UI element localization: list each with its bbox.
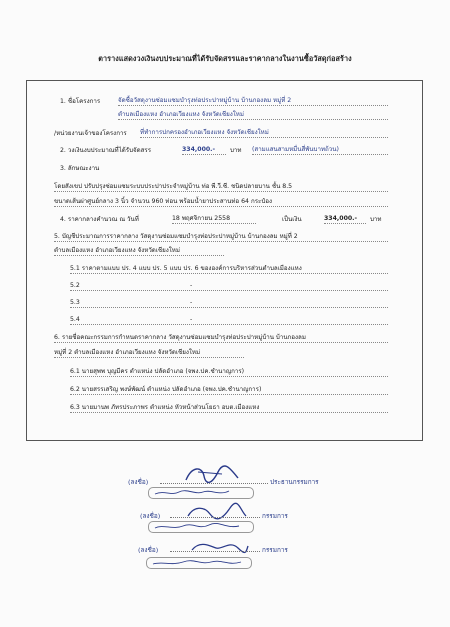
item5-2-dash: - <box>190 282 193 289</box>
agency-value: ที่ทำการปกครองอำเภอเวียงแหง จังหวัดเชียงใหม่ <box>140 129 388 138</box>
item5-4 <box>70 316 388 325</box>
signature-3-label: (ลงชื่อ) <box>138 546 159 554</box>
item2-unit: บาท <box>230 147 242 154</box>
signature-1-scrawl-icon <box>178 462 248 488</box>
signature-2-role: กรรมการ <box>262 512 288 520</box>
item5-3 <box>70 299 388 308</box>
item4-unit: บาท <box>370 216 382 223</box>
item5-3-label: 5.3 <box>70 299 80 306</box>
item5-1: 5.1 ราคาตามแบบ ปร. 4 แบบ ปร. 5 แบบ ปร. 6 ขององค์การบริหารส่วนตำบลเมืองแหง <box>70 265 388 274</box>
item5-3-dash: - <box>190 299 193 306</box>
item5-4-dash: - <box>190 316 193 323</box>
item6-2: 6.2 นายสรรเสริญ พงษ์พัฒน์ ตำแหน่ง ปลัดอำเภอ (จพง.ปค.ชำนาญการ) <box>70 386 388 395</box>
signature-3-role: กรรมการ <box>262 546 288 554</box>
signature-1-label: (ลงชื่อ) <box>128 478 149 486</box>
item5-line2: ตำบลเมืองแหง อำเภอเวียงแหง จังหวัดเชียงใหม่ <box>54 247 224 256</box>
signature-2-label: (ลงชื่อ) <box>140 512 161 520</box>
item2-amount: 334,000.- <box>182 146 226 155</box>
signature-2-printed-name <box>148 521 254 533</box>
item6-line1: 6. รายชื่อคณะกรรมการกำหนดราคากลาง วัสดุงานซ่อมแซมบำรุงท่อประปาหมู่บ้าน บ้านกองลม <box>54 334 388 343</box>
item6-3: 6.3 นายมานพ ภัทรประภาพร ตำแหน่ง หัวหน้าส่วนโยธา อบต.เมืองแหง <box>70 404 388 413</box>
item1-value2: ตำบลเมืองแหง อำเภอเวียงแหง จังหวัดเชียงใหม่ <box>118 111 388 120</box>
item4-date: 18 พฤศจิกายน 2558 <box>172 215 256 224</box>
signature-1-printed-name <box>148 487 254 499</box>
item5-2-label: 5.2 <box>70 282 80 289</box>
signature-3-scrawl-icon <box>186 536 252 558</box>
signature-1-role: ประธานกรรมการ <box>270 478 319 486</box>
item2-text: (สามแสนสามหมื่นสี่พันบาทถ้วน) <box>252 146 388 155</box>
item6-1: 6.1 นายสุพพ บุญมีคร ตำแหน่ง ปลัดอำเภอ (จพง.ปค.ชำนาญการ) <box>70 368 388 377</box>
signature-2-line <box>170 517 260 518</box>
page-title: ตารางแสดงวงเงินงบประมาณที่ได้รับจัดสรรและราคากลางในงานซื้อวัสดุก่อสร้าง <box>98 54 352 63</box>
item2-label: 2. วงเงินงบประมาณที่ได้รับจัดสรร <box>60 147 152 154</box>
item6-line2: หมู่ที่ 2 ตำบลเมืองแหง อำเภอเวียงแหง จังหวัดเชียงใหม่ <box>54 349 244 358</box>
item5-4-label: 5.4 <box>70 316 80 323</box>
item5-2 <box>70 282 388 291</box>
item4-label: 4. ราคากลางคำนวณ ณ วันที่ <box>60 216 139 223</box>
item5-line1: 5. บัญชีประมาณการราคากลาง วัสดุงานซ่อมแซมบำรุงท่อประปาหมู่บ้าน บ้านกองลม หมู่ที่ 2 <box>54 233 388 242</box>
item4-mid: เป็นเงิน <box>282 216 302 223</box>
item3-line2: ขนาดเส้นผ่าศูนย์กลาง 3 นิ้ว จำนวน 960 ท่อน พร้อมน้ำยาประสานท่อ 64 กระป๋อง <box>54 198 388 207</box>
signature-1-line <box>160 483 268 484</box>
item3-line1: โดยสังเขป ปรับปรุงซ่อมแซมระบบประปาประจำหมู่บ้าน ท่อ พี.วี.ซี. ชนิดปลายบาน ชั้น 8.5 <box>54 183 388 192</box>
item1-value: จัดซื้อวัสดุงานซ่อมแซมบำรุงท่อประปาหมู่บ้าน บ้านกองลม หมู่ที่ 2 <box>118 97 388 106</box>
signature-3-printed-name <box>146 557 252 569</box>
agency-label: /หน่วยงานเจ้าของโครงการ <box>54 130 127 137</box>
item4-amount: 334,000.- <box>324 215 366 224</box>
signature-3-line <box>170 551 260 552</box>
item1-label: 1. ชื่อโครงการ <box>60 98 101 105</box>
item3-label: 3. ลักษณะงาน <box>60 165 100 172</box>
